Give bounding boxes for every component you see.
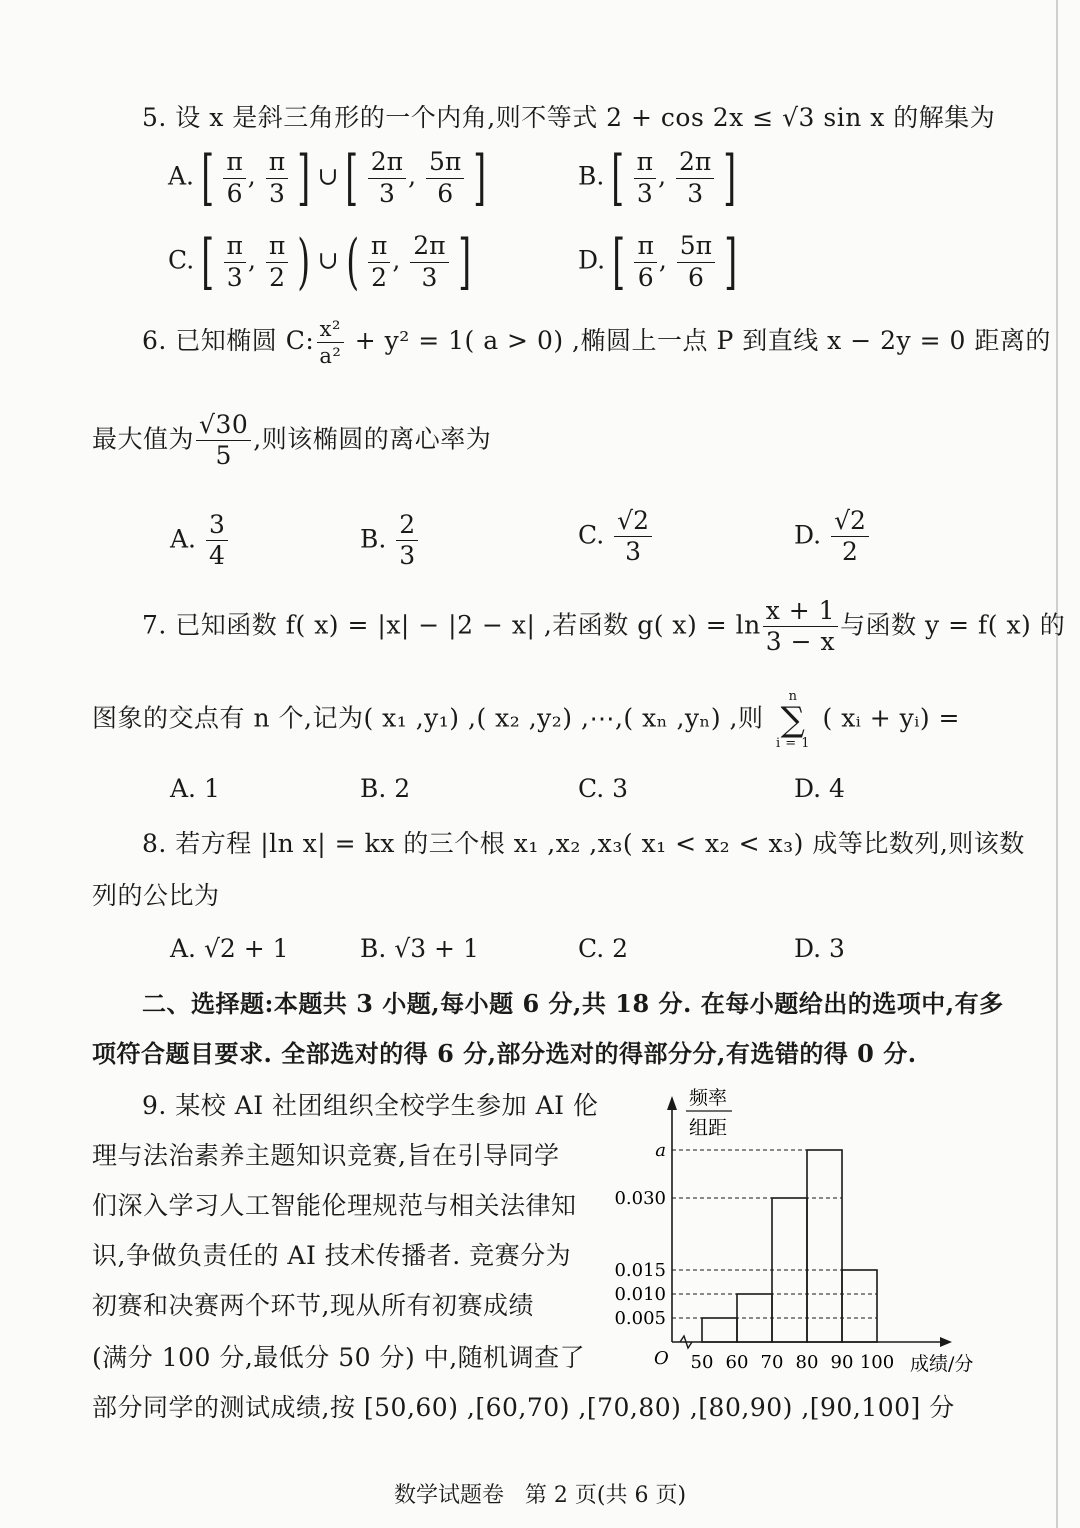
q5-option-a[interactable]: A. [ $\frac{\pi}{6}$ , $\frac{\pi}{3}$ ] ∪ [ $\frac{2\pi}{3}$ , $\frac{5\pi}{6}$ ] bbox=[168, 143, 487, 213]
q9-line6: (满分 100 分,最低分 50 分) 中,随机调查了 bbox=[92, 1343, 586, 1372]
q7-option-b[interactable]: B. 2 bbox=[360, 774, 411, 803]
frequency-histogram bbox=[600, 1078, 990, 1378]
x-axis-label: 成绩/分 bbox=[910, 1353, 974, 1375]
x-tick-label: 100 bbox=[859, 1352, 895, 1373]
q8-stem-line1: 8. 若方程 |ln x| = kx 的三个根 x₁ ,x₂ ,x₃( x₁ < x₂ < x₃) 成等比数列,则该数 bbox=[142, 829, 1025, 858]
q7-stem-line1: 7. 已知函数 f( x) = |x| − |2 − x| ,若函数 g( x) = ln $\frac{x + 1}{3 - x}$ 与函数 y = f( x) 的 bbox=[142, 596, 1066, 657]
x-tick-label: 90 bbox=[830, 1352, 854, 1373]
y-tick-label: a bbox=[655, 1140, 666, 1161]
q7-stem-line2: 图象的交点有 n 个,记为( x₁ ,y₁) ,( x₂ ,y₂) ,⋯,( xₙ ,yₙ) ,则 n ∑ i = 1 ( xᵢ + yᵢ) = bbox=[92, 689, 960, 751]
q8-option-d[interactable]: D. 3 bbox=[794, 934, 845, 963]
q8-option-a[interactable]: A. √2 + 1 bbox=[170, 934, 289, 963]
histogram-bar bbox=[842, 1270, 877, 1342]
q5-option-c[interactable]: C. [ $\frac{\pi}{3}$ , $\frac{\pi}{2}$ ) ∪ ( $\frac{\pi}{2}$ , $\frac{2\pi}{3}$ ] bbox=[168, 227, 471, 297]
q6-option-b[interactable]: B. $\frac{2}{3}$ bbox=[360, 512, 420, 570]
q7-option-a[interactable]: A. 1 bbox=[170, 774, 220, 803]
histogram-bar bbox=[807, 1150, 842, 1342]
page-edge-line bbox=[1056, 0, 1058, 1528]
origin-label: O bbox=[654, 1348, 669, 1369]
q8-stem-line2: 列的公比为 bbox=[92, 881, 220, 910]
q6-stem-line2: 最大值为 $\frac{√30}{5}$ ,则该椭圆的离心率为 bbox=[92, 410, 492, 471]
x-tick-label: 70 bbox=[760, 1352, 784, 1373]
q7-option-d[interactable]: D. 4 bbox=[794, 774, 845, 803]
q6-stem-line1: 6. 已知椭圆 C: $\frac{\text{x²}}{\text{a²}}$ + y² = 1( a > 0) ,椭圆上一点 P 到直线 x − 2y = 0 距离的 bbox=[142, 317, 1051, 369]
x-tick-label: 80 bbox=[795, 1352, 819, 1373]
q5-option-d[interactable]: D. [ $\frac{\pi}{6}$ , $\frac{5\pi}{6}$ ] bbox=[578, 227, 738, 297]
q9-line5: 初赛和决赛两个环节,现从所有初赛成绩 bbox=[92, 1291, 534, 1320]
y-tick-label: 0.015 bbox=[614, 1260, 666, 1281]
y-axis-label-bottom: 组距 bbox=[688, 1117, 728, 1139]
q9-line2: 理与法治素养主题知识竞赛,旨在引导同学 bbox=[92, 1141, 560, 1170]
q8-option-c[interactable]: C. 2 bbox=[578, 934, 629, 963]
y-axis-arrow bbox=[667, 1096, 677, 1110]
q9-line3: 们深入学习人工智能伦理规范与相关法律知 bbox=[92, 1191, 577, 1220]
q9-last-line: 部分同学的测试成绩,按 [50,60) ,[60,70) ,[70,80) ,[80,90) ,[90,100] 分 bbox=[92, 1393, 955, 1422]
y-tick-label: 0.010 bbox=[614, 1284, 666, 1305]
x-tick-label: 60 bbox=[725, 1352, 749, 1373]
y-tick-label: 0.005 bbox=[614, 1308, 666, 1329]
q6-option-d[interactable]: D. $\frac{√2}{2}$ bbox=[794, 508, 871, 566]
x-tick-label: 50 bbox=[690, 1352, 714, 1373]
x-axis-arrow bbox=[940, 1337, 952, 1347]
q9-line4: 识,争做负责任的 AI 技术传播者. 竞赛分为 bbox=[92, 1241, 572, 1270]
q7-option-c[interactable]: C. 3 bbox=[578, 774, 629, 803]
y-axis-label-top: 频率 bbox=[688, 1087, 728, 1109]
q6-option-c[interactable]: C. $\frac{√2}{3}$ bbox=[578, 508, 654, 566]
q9-line1: 9. 某校 AI 社团组织全校学生参加 AI 伦 bbox=[142, 1091, 599, 1120]
q6-option-a[interactable]: A. $\frac{3}{4}$ bbox=[170, 512, 230, 570]
summation-symbol: n ∑ i = 1 bbox=[775, 689, 811, 751]
y-tick-label: 0.030 bbox=[614, 1188, 666, 1209]
q8-option-b[interactable]: B. √3 + 1 bbox=[360, 934, 479, 963]
section2-heading-line1: 二、选择题:本题共 3 小题,每小题 6 分,共 18 分. 在每小题给出的选项中,有多 bbox=[142, 989, 1004, 1018]
q5-option-b[interactable]: B. [ $\frac{\pi}{3}$ , $\frac{2\pi}{3}$ ] bbox=[578, 143, 737, 213]
page-footer: 数学试题卷 第 2 页(共 6 页) bbox=[393, 1483, 687, 1508]
q5-stem: 5. 设 x 是斜三角形的一个内角,则不等式 2 + cos 2x ≤ √3 sin x 的解集为 bbox=[142, 103, 996, 132]
histogram-bar bbox=[702, 1318, 737, 1342]
section2-heading-line2: 项符合题目要求. 全部选对的得 6 分,部分选对的得部分分,有选错的得 0 分. bbox=[92, 1039, 917, 1068]
